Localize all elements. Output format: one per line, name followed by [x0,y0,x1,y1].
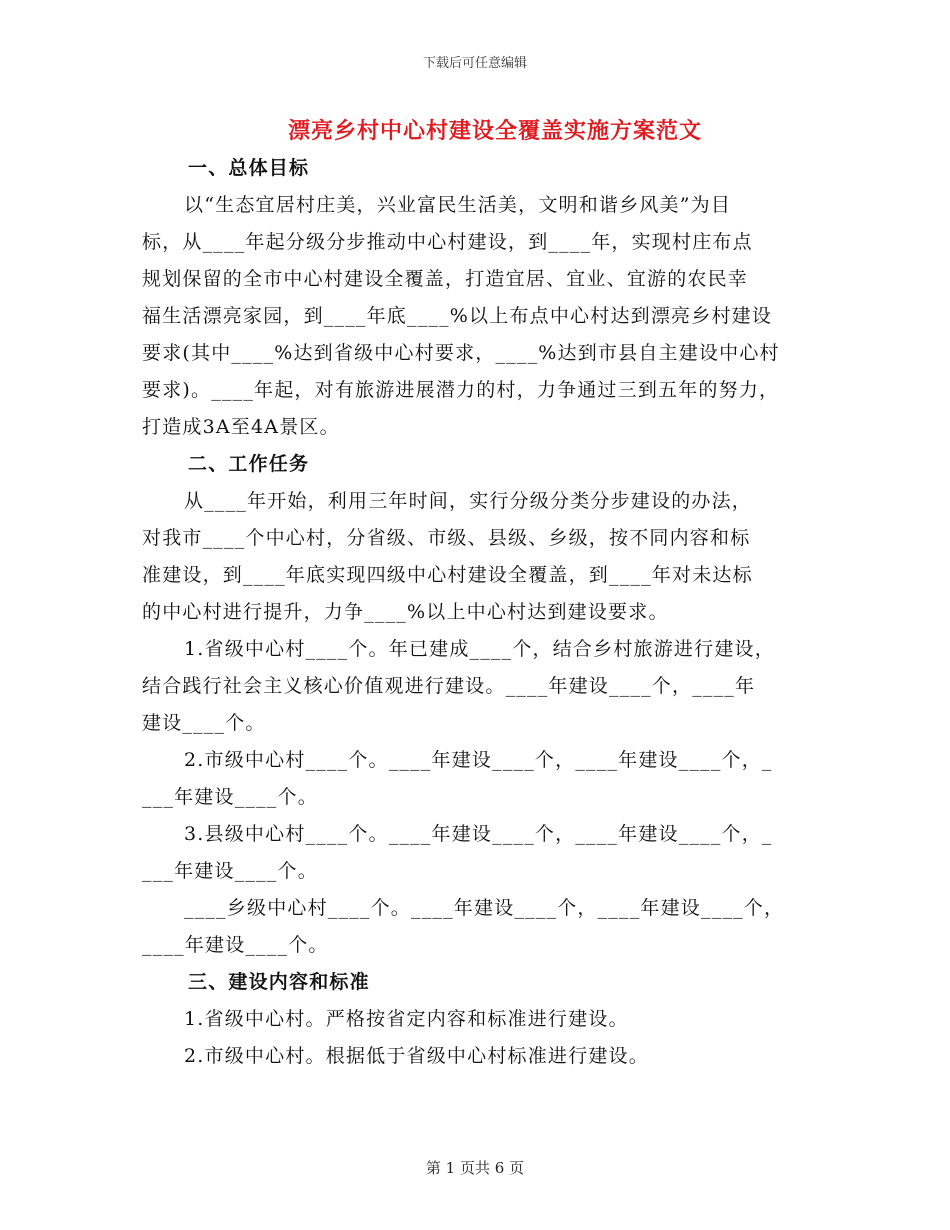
paragraph-line: 要求(其中____%达到省级中心村要求，____%达到市县自主建设中心村 [142,342,780,364]
list-item-line: ___年建设____个。 [142,786,318,808]
section-heading-1: 一、总体目标 [188,157,310,179]
paragraph-line: 从____年开始，利用三年时间，实行分级分类分步建设的办法， [184,490,753,512]
paragraph-line: 以“生态宜居村庄美，兴业富民生活美，文明和谐乡风美”为目 [184,194,732,216]
paragraph-line: 规划保留的全市中心村建设全覆盖，打造宜居、宜业、宜游的农民幸 [142,268,749,290]
list-item-line: 3.县级中心村____个。____年建设____个，____年建设____个，_ [184,823,773,845]
paragraph-line: 的中心村进行提升，力争____%以上中心村达到建设要求。 [142,601,669,623]
section-heading-2: 二、工作任务 [188,453,310,475]
list-item-line: 2.市级中心村。根据低于省级中心村标准进行建设。 [184,1045,649,1067]
list-item-line: 2.市级中心村____个。____年建设____个，____年建设____个，_ [184,749,773,771]
list-item-line: ____年建设____个。 [142,934,329,956]
paragraph-line: 准建设，到____年底实现四级中心村建设全覆盖，到____年对未达标 [142,564,753,586]
list-item-line: ___年建设____个。 [142,860,318,882]
paragraph-line: 对我市____个中心村，分省级、市级、县级、乡级，按不同内容和标 [142,527,751,549]
section-heading-3: 三、建设内容和标准 [188,971,370,993]
list-item-line: 1.省级中心村____个。年已建成____个，结合乡村旅游进行建设， [184,638,775,660]
list-item-line: 1.省级中心村。严格按省定内容和标准进行建设。 [184,1008,629,1030]
header-note: 下载后可任意编辑 [422,56,527,71]
list-item-line: 结合践行社会主义核心价值观进行建设。____年建设____个，____年 [142,675,756,697]
list-item-line: 建设____个。 [142,712,266,734]
paragraph-line: 福生活漂亮家园，到____年底____%以上布点中心村达到漂亮乡村建设 [142,305,773,327]
document-body [142,150,812,1075]
document-title: 漂亮乡村中心村建设全覆盖实施方案范文 [287,118,702,144]
page-number: 第 1 页共 6 页 [425,1159,525,1177]
list-item-line: ____乡级中心村____个。____年建设____个，____年建设____个， [184,897,785,919]
paragraph-line: 要求)。____年起，对有旅游进展潜力的村，力争通过三到五年的努力， [142,379,780,401]
paragraph-line: 打造成3A至4A景区。 [142,416,340,438]
paragraph-line: 标，从____年起分级分步推动中心村建设，到____年，实现村庄布点 [142,231,753,253]
